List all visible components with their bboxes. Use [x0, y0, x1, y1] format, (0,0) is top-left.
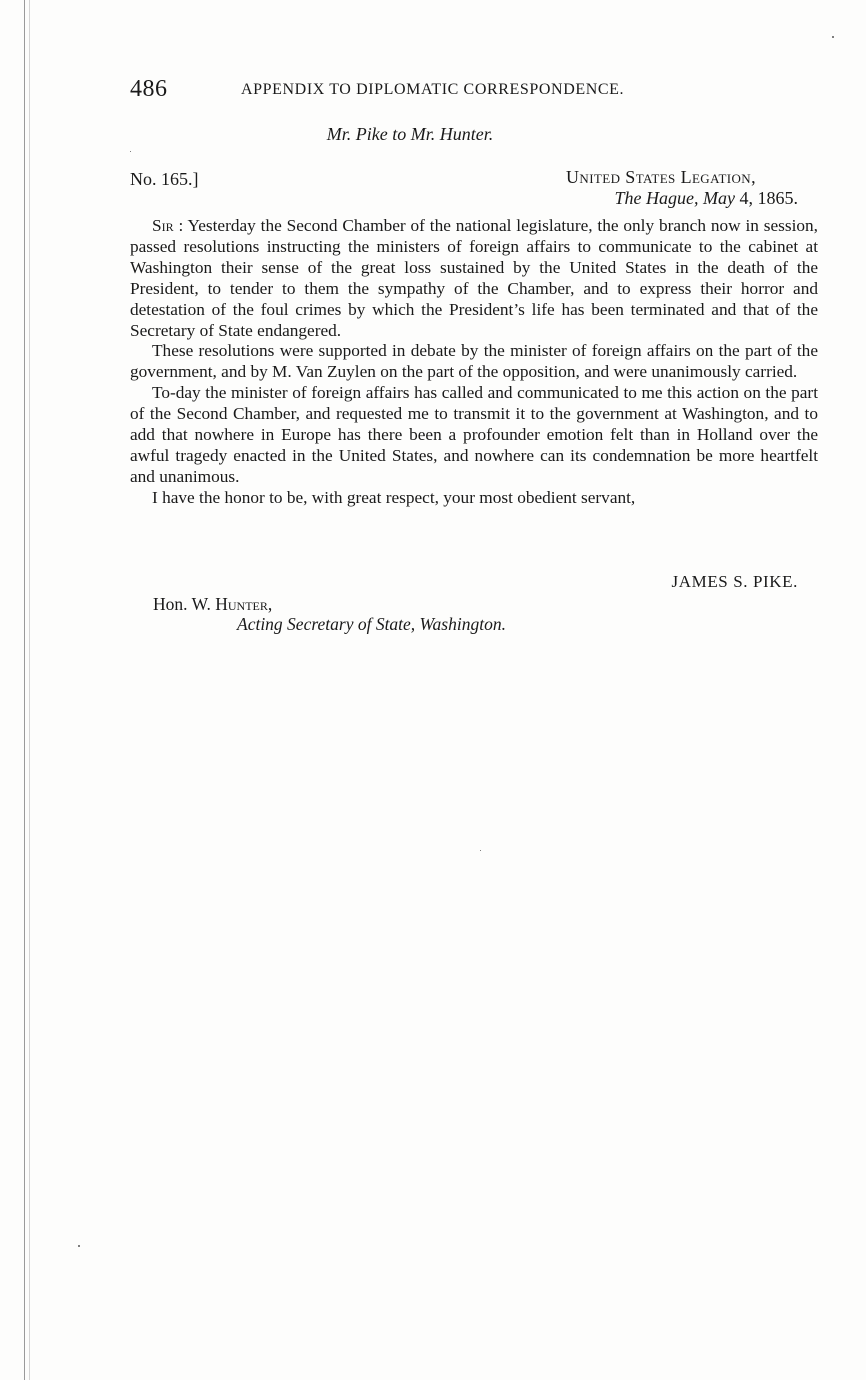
addressee-name: Hunter,	[215, 594, 273, 614]
legation-heading: United States Legation,	[566, 167, 756, 187]
paragraph-1	[130, 216, 818, 341]
signature: JAMES S. PIKE.	[671, 572, 798, 591]
letter-title: Mr. Pike to Mr. Hunter.	[326, 124, 494, 144]
print-speck	[130, 151, 131, 152]
date: May 4, 1865.	[703, 188, 798, 208]
page-edge-shadow	[29, 0, 30, 1380]
print-speck	[832, 36, 834, 38]
place: The Hague,	[614, 188, 699, 208]
page-number: 486	[130, 76, 168, 102]
addressee-prefix: Hon. W.	[153, 594, 211, 614]
print-speck	[480, 850, 481, 851]
paragraph-1-text: Yesterday the Second Chamber of the national legislature, the only branch now in session, passed resolutions instructing the ministers of foreign affairs to communicate to the cabinet at Washington their sense of the great loss sustained by the United States in the death of the President, to tender to them the sympathy of the Chamber, and to express their horror and detestation of the foul crimes by which the President’s life has been terminated and that of the Secretary of State endangered.	[130, 216, 818, 340]
page-header	[130, 76, 820, 106]
paragraph-2: These resolutions were supported in debate by the minister of foreign affairs on the part of the government, and by M. Van Zuylen on the part of the opposition, and were unanimously carried.	[130, 341, 818, 382]
page-edge-line	[24, 0, 25, 1380]
letter-body	[130, 216, 818, 509]
addressee-title: Acting Secretary of State, Washington.	[237, 614, 506, 634]
salutation: Sir :	[152, 216, 184, 235]
place-date-line	[615, 188, 798, 209]
date-month: May	[703, 188, 735, 208]
print-speck	[78, 1245, 80, 1247]
running-head: APPENDIX TO DIPLOMATIC CORRESPONDENCE.	[241, 81, 625, 98]
dispatch-number: No. 165.]	[130, 169, 199, 189]
paragraph-3: To-day the minister of foreign affairs has called and communicated to me this action on the part of the Second Chamber, and requested me to transmit it to the government at Washington, and to add that nowhere in Europe has there been a profounder emotion felt than in Holland over the awful tragedy enacted in the United States, and nowhere can its condemnation be more heartfelt and unanimous.	[130, 383, 818, 486]
paragraph-4: I have the honor to be, with great respect, your most obedient servant,	[152, 487, 636, 507]
addressee-line	[153, 594, 272, 615]
